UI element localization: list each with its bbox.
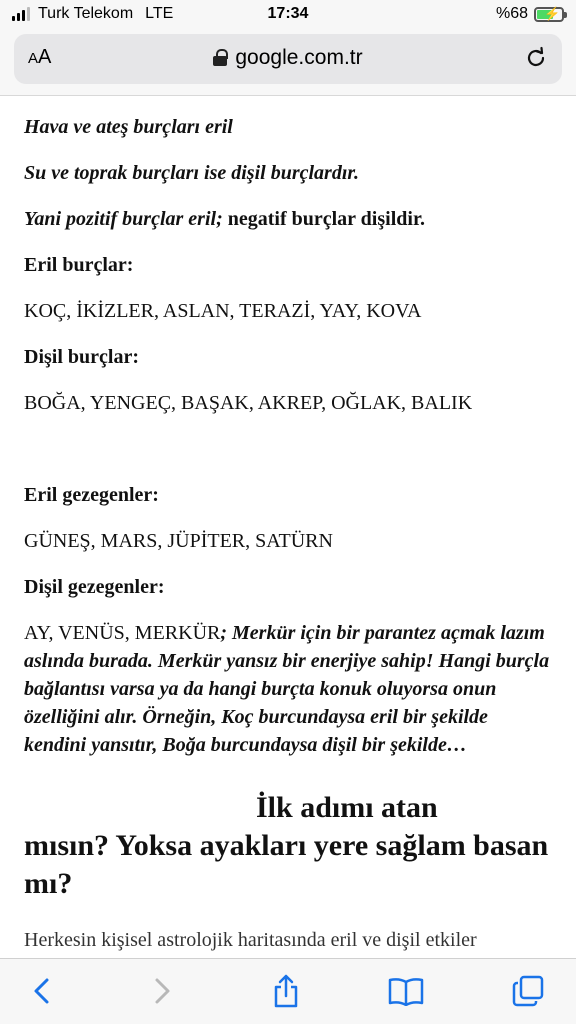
- url-text: google.com.tr: [235, 46, 363, 69]
- forward-icon: [150, 977, 174, 1005]
- back-button[interactable]: [22, 971, 62, 1011]
- status-bar: [0, 0, 576, 30]
- cut-off-paragraph: Herkesin kişisel astrolojik haritasında eril ve dişil etkiler: [24, 929, 477, 951]
- tabs-button[interactable]: [508, 971, 548, 1011]
- heading-disil-gezegenler: Dişil gezegenler:: [24, 576, 165, 598]
- list-disil-burclar: BOĞA, YENGEÇ, BAŞAK, AKREP, OĞLAK, BALIK: [24, 392, 473, 414]
- negatif-text: negatif burçlar dişildir.: [222, 208, 425, 230]
- heading-eril-burclar: Eril burçlar:: [24, 254, 134, 276]
- paragraph-pozitif-negatif: [24, 205, 552, 233]
- forward-button[interactable]: [142, 971, 182, 1011]
- list-eril-burclar: KOÇ, İKİZLER, ASLAN, TERAZİ, YAY, KOVA: [24, 300, 422, 322]
- article-content: [0, 97, 576, 958]
- network-type: LTE: [145, 5, 174, 22]
- tabs-icon: [511, 974, 545, 1008]
- reload-icon[interactable]: [524, 46, 548, 70]
- browser-toolbar: [0, 958, 576, 1024]
- charging-bolt-icon: ⚡: [544, 5, 561, 21]
- url-display[interactable]: [14, 46, 562, 70]
- battery-percent: %68: [495, 5, 528, 22]
- section-heading-line1: İlk adımı atan: [256, 791, 438, 824]
- list-eril-gezegenler: GÜNEŞ, MARS, JÜPİTER, SATÜRN: [24, 530, 333, 552]
- section-heading-line2: mısın? Yoksa ayakları yere sağlam basan mı?: [24, 829, 549, 900]
- text-size-button[interactable]: AA: [28, 46, 52, 68]
- battery-icon: [534, 7, 564, 22]
- address-bar[interactable]: [14, 34, 562, 84]
- paragraph-hava-ates: Hava ve ateş burçları eril: [24, 116, 233, 138]
- list-disil-gezegenler: AY, VENÜS, MERKÜR: [24, 622, 221, 644]
- bookmarks-icon: [388, 976, 424, 1006]
- share-icon: [272, 974, 300, 1008]
- browser-address-area: [0, 30, 576, 96]
- bookmarks-button[interactable]: [386, 971, 426, 1011]
- heading-disil-burclar: Dişil burçlar:: [24, 346, 139, 368]
- paragraph-su-toprak: Su ve toprak burçları ise dişil burçlardır.: [24, 162, 360, 184]
- section-heading: [24, 789, 552, 903]
- paragraph-disil-gezegenler: [24, 619, 552, 759]
- carrier-name: Turk Telekom: [38, 5, 134, 22]
- status-right: [496, 5, 564, 23]
- heading-eril-gezegenler: Eril gezegenler:: [24, 484, 159, 506]
- pozitif-text: Yani pozitif burçlar eril;: [24, 208, 223, 230]
- share-button[interactable]: [266, 971, 306, 1011]
- status-time: 17:34: [267, 5, 309, 22]
- lock-icon: [213, 49, 227, 65]
- back-icon: [30, 977, 54, 1005]
- merkur-note: ; Merkür için bir parantez açmak lazım aslında burada. Merkür yansız bir enerjiye sahip! Hangi burçla bağlantısı varsa ya da hangi burçta konuk oluyorsa onun özelliğini alır. Örneğin, Koç burcundaysa eril bir şekilde kendini yansıtır, Boğa burcundaysa dişil bir şekilde…: [24, 622, 550, 756]
